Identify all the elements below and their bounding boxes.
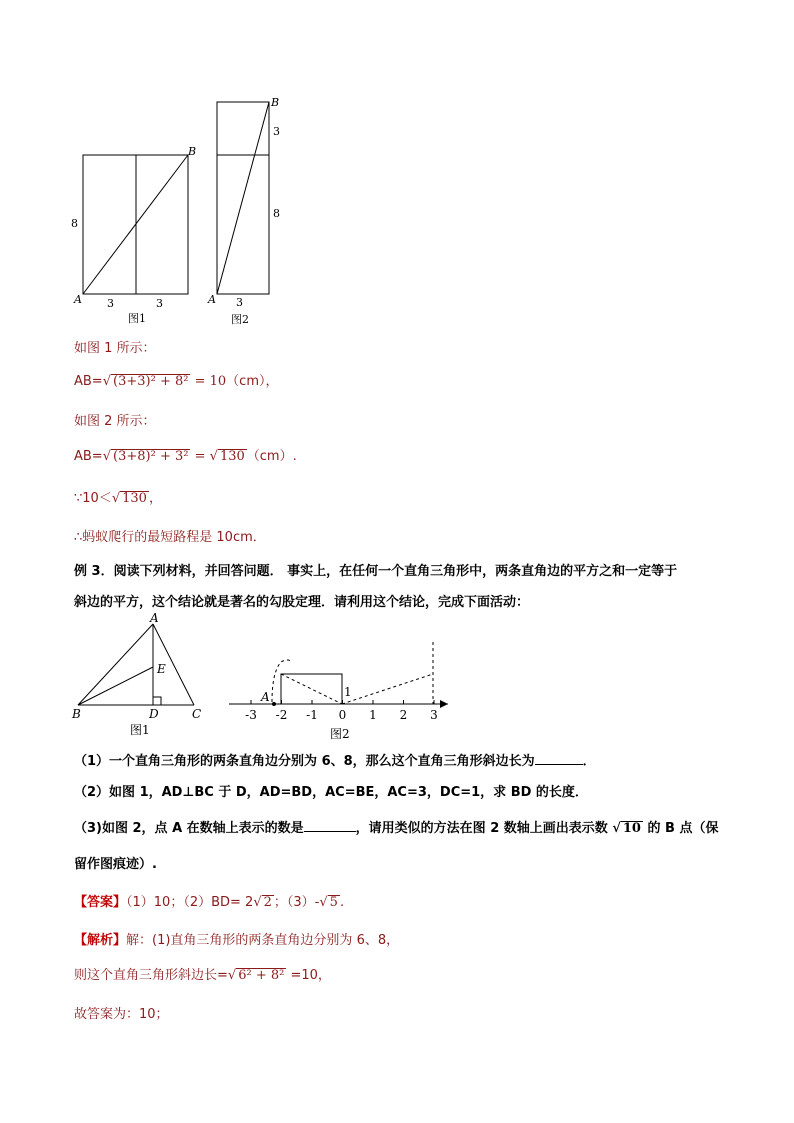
question-3-radicand: 10 xyxy=(622,821,641,836)
ab2-prefix: AB= xyxy=(74,449,103,464)
ab1-prefix: AB= xyxy=(74,374,103,389)
figure-1-rectangle xyxy=(66,145,216,330)
analysis-line-2 xyxy=(74,964,331,983)
question-1-end: ． xyxy=(582,754,596,769)
ab1-result: = 10 xyxy=(194,374,227,389)
tick-label: 3 xyxy=(430,708,438,722)
solution-line-1: 如图 1 所示： xyxy=(74,341,156,356)
fig2-caption: 图2 xyxy=(231,313,249,326)
fig2-side: 8 xyxy=(273,207,280,220)
radical-sign: √ xyxy=(209,449,218,464)
ex3-fig1-c: C xyxy=(192,707,202,721)
tick-label: 1 xyxy=(369,708,377,722)
fig1-caption: 图1 xyxy=(128,312,146,325)
ex3-fig1-caption: 图1 xyxy=(130,723,150,737)
radical-sign: √ xyxy=(319,895,328,910)
radical-sign: √ xyxy=(227,968,237,983)
tick-label: -1 xyxy=(306,708,318,722)
fig1-label-b: B xyxy=(188,145,197,158)
analysis-line2-prefix: 则这个直角三角形斜边长= xyxy=(74,968,228,983)
answer-line xyxy=(74,891,344,910)
analysis-line2-radicand: 6² + 8² xyxy=(238,968,285,983)
ab2-result: 130 xyxy=(219,449,245,464)
analysis-text-1: 解：(1)直角三角形的两条直角边分别为 6、8， xyxy=(126,933,400,948)
answer-blank-1[interactable] xyxy=(535,764,583,765)
fig1-side: 8 xyxy=(71,217,78,230)
tick-label: 2 xyxy=(399,708,408,722)
fig2-top: 3 xyxy=(273,125,280,138)
compare-radicand: 130 xyxy=(122,491,147,506)
solution-ab1 xyxy=(74,370,278,389)
radical-sign: √ xyxy=(612,821,621,836)
answer-radicand-1: 2 xyxy=(263,895,272,910)
fig2-label-a: A xyxy=(208,293,216,306)
ab2-radicand: (3+8)² + 3² xyxy=(113,449,189,464)
solution-conclusion: ∴蚂蚁爬行的最短路程是 10cm． xyxy=(74,530,266,545)
answer-blank-3[interactable] xyxy=(304,831,356,832)
question-3-text-b: ，请用类似的方法在图 2 数轴上画出表示数 xyxy=(355,821,608,836)
compare-suffix: ， xyxy=(148,491,162,506)
question-3-continued: 留作图痕迹）. xyxy=(74,857,157,872)
ex3-fig1-b: B xyxy=(72,707,81,721)
example3-intro-2: 斜边的平方，这个结论就是著名的勾股定理．请利用这个结论，完成下面活动： xyxy=(74,595,530,610)
question-1 xyxy=(74,750,596,769)
fig1-bottom-left: 3 xyxy=(107,297,114,310)
solution-ab2 xyxy=(74,445,297,464)
ex3-fig2-a: A xyxy=(261,690,270,704)
tick-label: 0 xyxy=(338,708,347,722)
question-3 xyxy=(74,817,718,836)
radical-sign: √ xyxy=(111,491,121,506)
ab1-unit: （cm）， xyxy=(226,374,279,389)
solution-compare xyxy=(74,487,162,506)
example3-figure-2-number-line xyxy=(226,632,456,742)
ex3-fig1-d: D xyxy=(149,707,159,721)
answer-part-3: . xyxy=(339,895,345,910)
question-3-text-c: 的 B 点（保 xyxy=(647,821,719,836)
question-1-text: （1）一个直角三角形的两条直角边分别为 6、8，那么这个直角三角形斜边长为 xyxy=(74,754,535,769)
fig1-label-a: A xyxy=(74,293,82,306)
question-2: （2）如图 1，AD⊥BC 于 D，AD=BD，AC=BE，AC=3，DC=1，求 BD 的长度． xyxy=(74,785,588,800)
answer-part-2: ；（3）- xyxy=(273,895,320,910)
ab2-unit: （cm）. xyxy=(246,449,297,464)
ab2-eq: = xyxy=(194,449,206,464)
radical-sign: √ xyxy=(102,449,112,464)
tick-label: -3 xyxy=(245,708,257,722)
example3-intro-1: 例 3．阅读下列材料，并回答问题． 事实上，在任何一个直角三角形中，两条直角边的平方之和一定等于 xyxy=(74,564,678,579)
fig1-bottom-right: 3 xyxy=(156,297,163,310)
ex3-fig2-caption: 图2 xyxy=(330,727,350,741)
ex3-fig2-one: 1 xyxy=(344,685,352,699)
question-3-text-a: （3)如图 2，点 A 在数轴上表示的数是 xyxy=(74,821,304,836)
ex3-fig1-e: E xyxy=(157,662,166,676)
analysis-line-3: 故答案为：10； xyxy=(74,1007,169,1022)
answer-part-1: （1）10；（2）BD= 2 xyxy=(126,895,254,910)
solution-line-3: 如图 2 所示： xyxy=(74,414,156,429)
tick-label: -2 xyxy=(275,708,288,722)
example3-figure-1-triangle xyxy=(66,610,216,740)
radical-sign: √ xyxy=(253,895,262,910)
figure-2-rectangle xyxy=(202,92,292,330)
fig2-bottom: 3 xyxy=(236,296,243,309)
analysis-tag: 【解析】 xyxy=(74,933,127,948)
ex3-fig1-a: A xyxy=(150,611,159,625)
answer-radicand-2: 5 xyxy=(329,895,338,910)
fig2-label-b: B xyxy=(271,96,280,109)
analysis-line2-suffix: =10， xyxy=(290,968,331,983)
ab1-radicand: (3+3)² + 8² xyxy=(113,374,189,389)
answer-tag: 【答案】 xyxy=(74,895,127,910)
compare-prefix: ∵10＜ xyxy=(74,491,112,506)
radical-sign: √ xyxy=(102,374,112,389)
analysis-line-1 xyxy=(74,929,399,948)
